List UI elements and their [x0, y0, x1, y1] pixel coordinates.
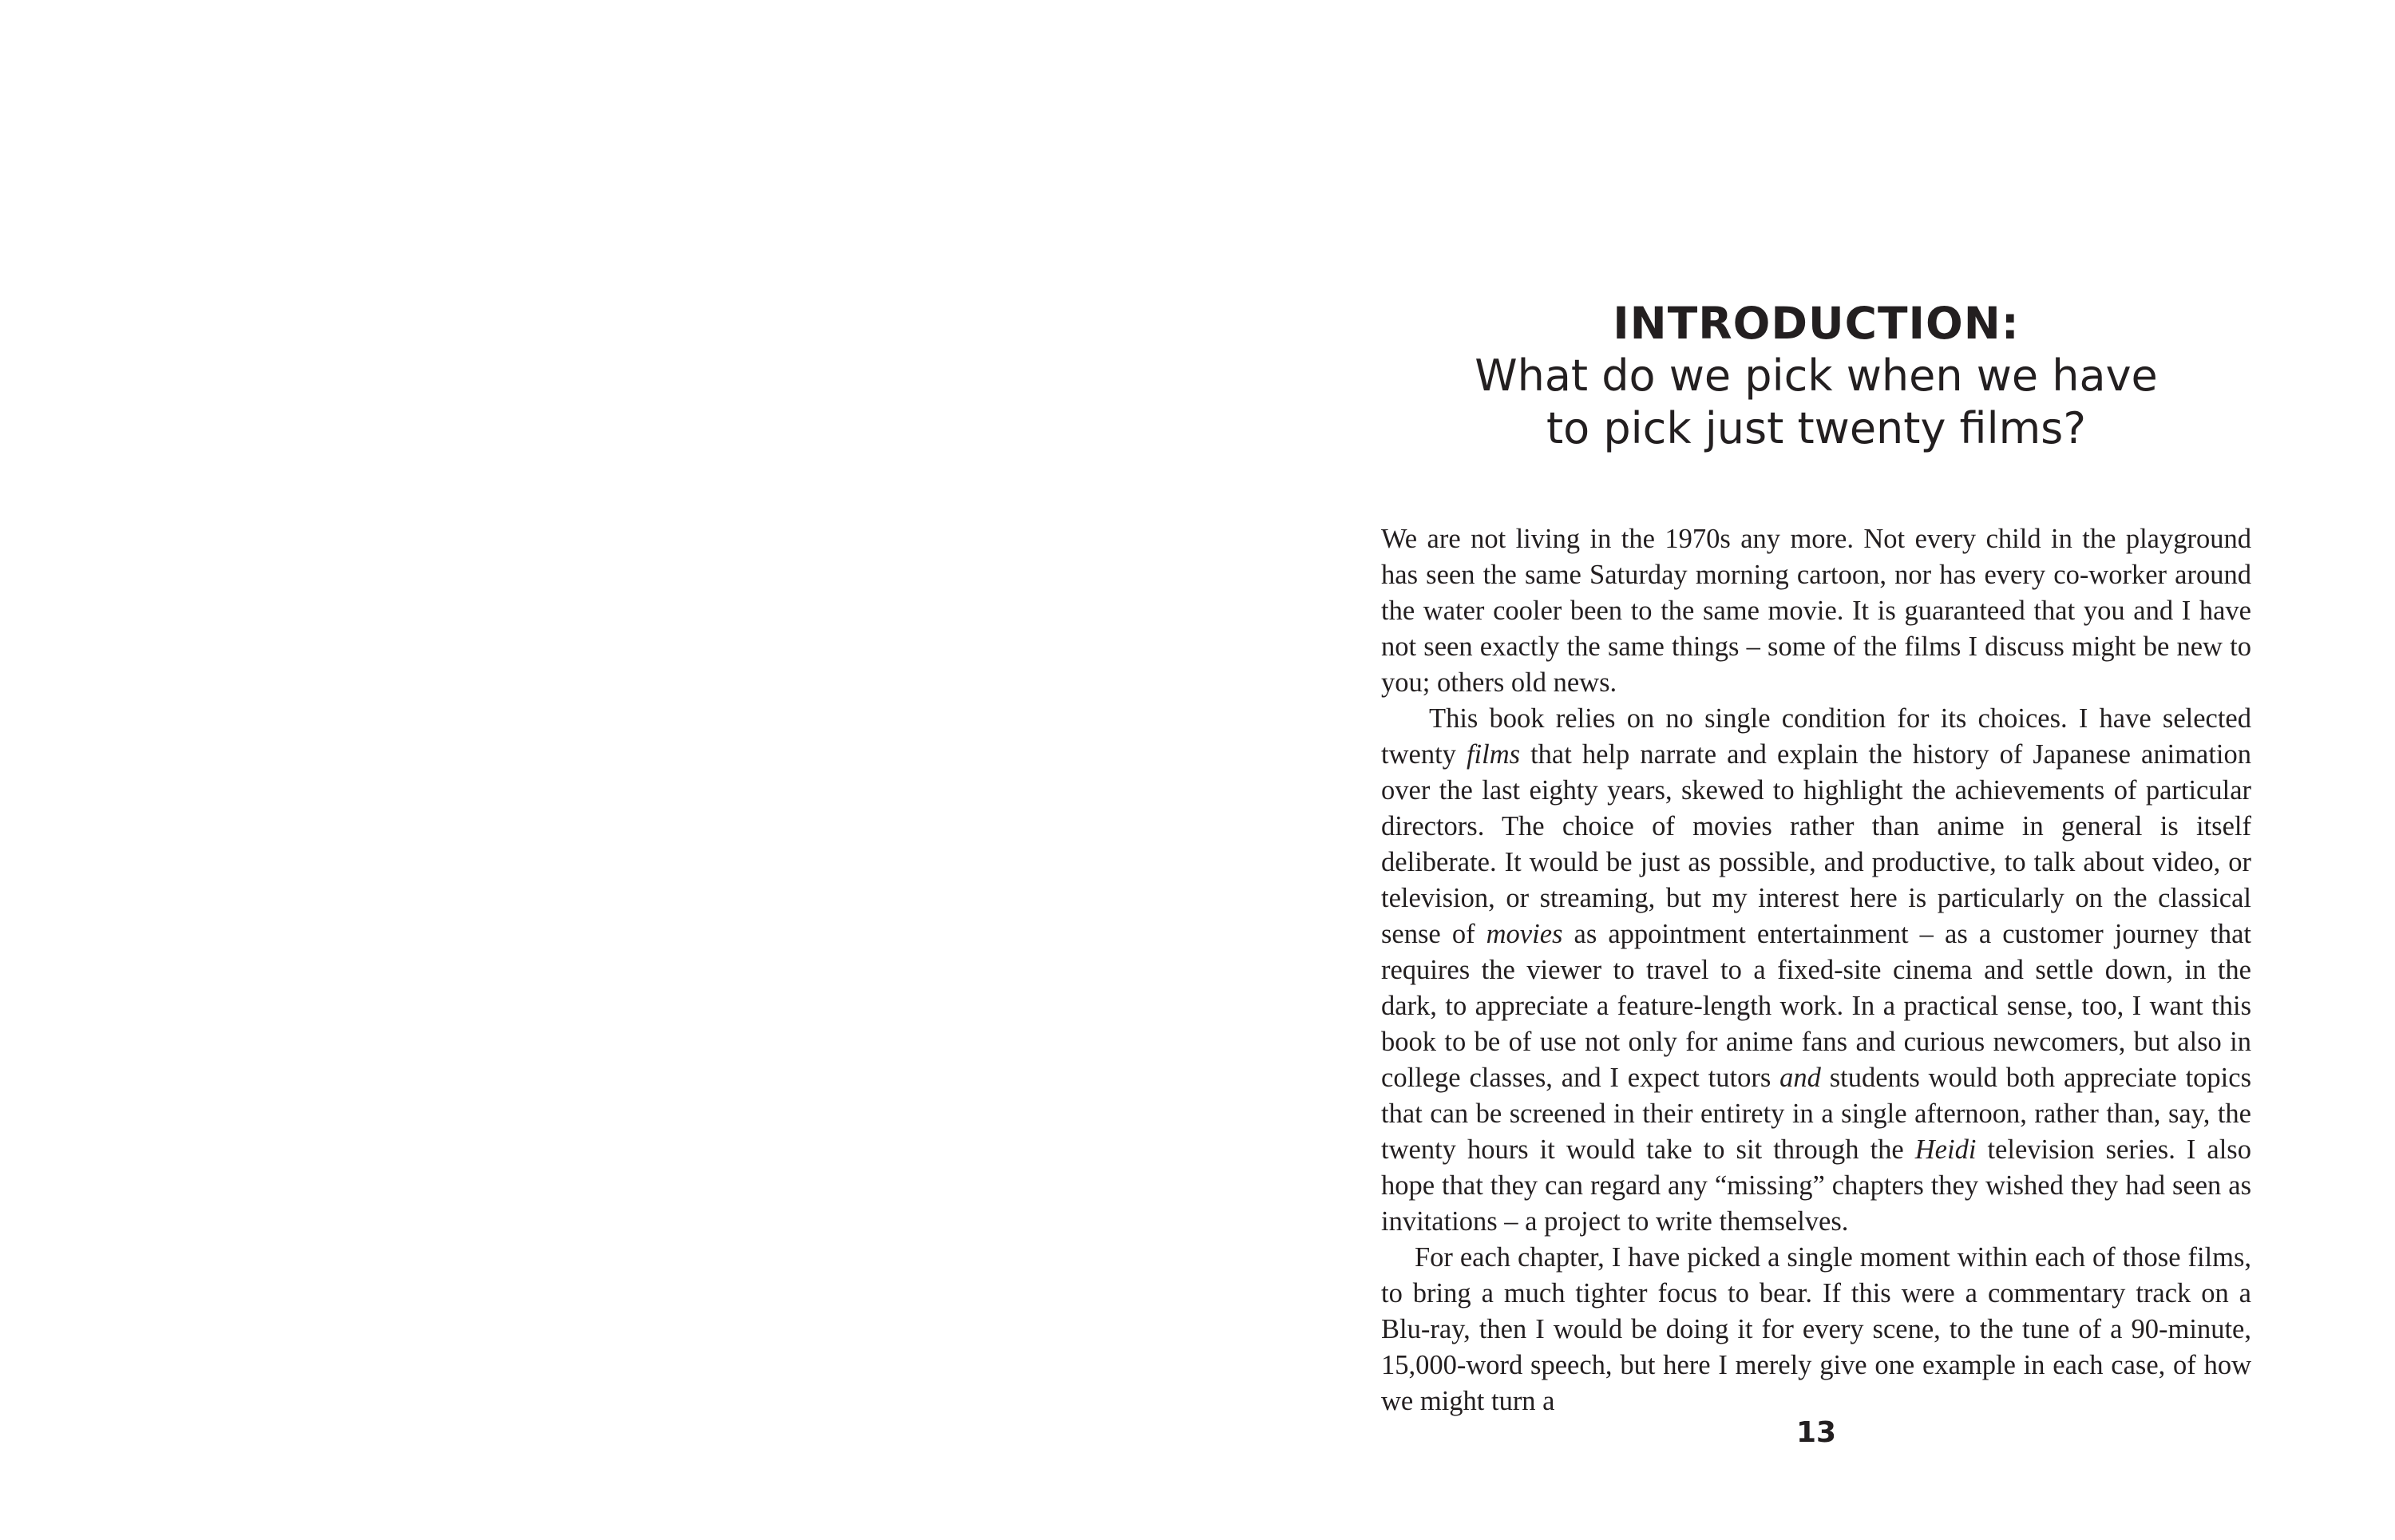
paragraph-2-text-2: that help narrate and explain the history of Japanese animation over the last eighty years, skewed to highlight the achievements of particular directors. The choice of movies rather than anime in general is itself deliberate. It would be just as possible, and productive, to talk about video, or television, or streaming, but my interest here is particularly on the classical sense of: [1381, 739, 2251, 949]
chapter-heading: [1321, 297, 2311, 455]
chapter-subtitle-line-2: to pick just twenty films?: [1546, 403, 2086, 453]
chapter-subtitle-line-1: What do we pick when we have: [1475, 350, 2158, 401]
paragraph-1: We are not living in the 1970s any more. Not every child in the playground has seen the same Saturday morning cartoon, nor has every co-worker around the water cooler been to the same movie. It is guaranteed that you and I have not seen exactly the same things – some of the films I discuss might be new to you; others old news.: [1381, 524, 2251, 698]
paragraph-2-italic-heidi: Heidi: [1914, 1134, 1977, 1165]
paragraph-3: For each chapter, I have picked a single moment within each of those films, to bring a much tighter focus to bear. If this were a commentary track on a Blu-ray, then I would be doing it for every scene, to the tune of a 90-minute, 15,000-word speech, but here I merely give one example in each case, of how we might turn a: [1381, 1242, 2251, 1416]
page-number: 13: [1795, 1416, 1837, 1449]
paragraph-2-italic-and: and: [1779, 1063, 1821, 1093]
paragraph-2-text-1: This book relies on no single condition for its choices. I have selected twenty: [1381, 703, 2251, 770]
paragraph-2: [1381, 701, 2251, 1240]
paragraph-2-text-5: television series. I also hope that they can regard any “missing” chapters they wished they had seen as invitations – a project to write themselves.: [1381, 1134, 2251, 1237]
paragraph-2-text-3: as appointment entertainment – as a customer journey that requires the viewer to travel to a fixed-site cinema and settle down, in the dark, to appreciate a feature-length work. In a practical sense, too, I want this book to be of use not only for anime fans and curious newcomers, but also in college classes, and I expect tutors: [1381, 919, 2251, 1093]
paragraph-2-text-4: students would both appreciate topics that can be screened in their entirety in a single afternoon, rather than, say, the twenty hours it would take to sit through the: [1381, 1063, 2251, 1165]
chapter-label: INTRODUCTION:: [1613, 298, 2020, 349]
body-text: [1381, 521, 2251, 1419]
paragraph-2-italic-films: films: [1466, 739, 1521, 770]
paragraph-2-italic-movies: movies: [1486, 919, 1563, 949]
